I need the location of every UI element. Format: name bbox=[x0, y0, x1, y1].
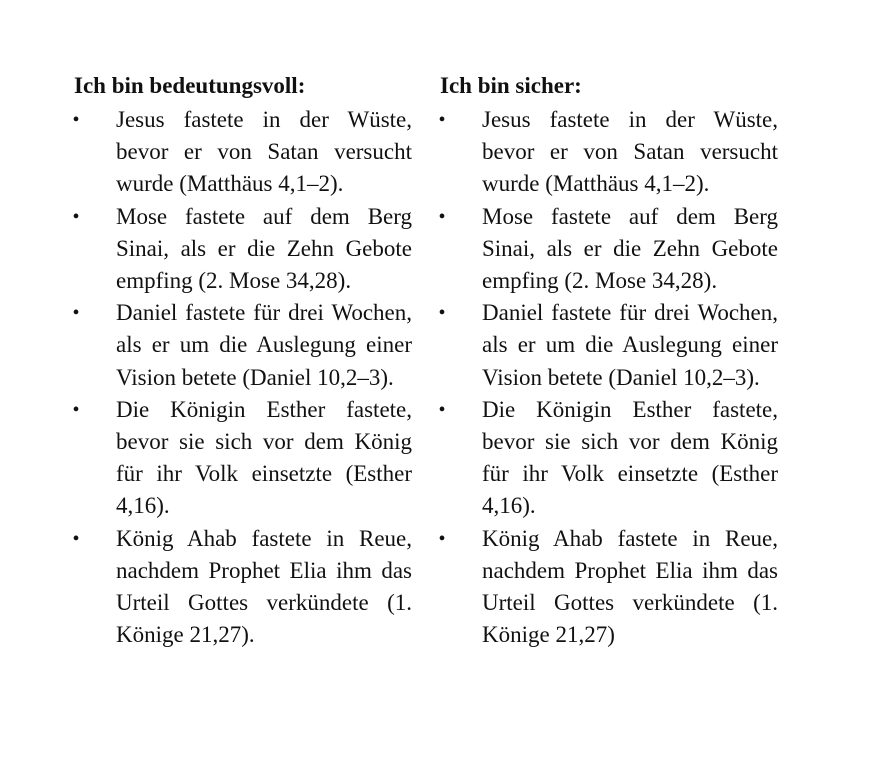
bullet-icon: • bbox=[72, 527, 80, 550]
left-column-heading: Ich bin bedeutungsvoll: bbox=[74, 73, 306, 98]
list-item bbox=[62, 394, 412, 523]
bullet-icon: • bbox=[72, 398, 80, 421]
list-item bbox=[428, 394, 778, 523]
bullet-icon: • bbox=[438, 527, 446, 550]
bullet-icon: • bbox=[72, 109, 80, 131]
list-item-text: Jesus fastete in der Wüste, bevor er von Satan versucht wurde (Matthäus 4,1–2). bbox=[482, 107, 778, 197]
bullet-icon: • bbox=[72, 302, 80, 325]
list-item-text: Mose fastete auf dem Berg Sinai, als er die Zehn Gebote empfing (2. Mose 34,28). bbox=[482, 203, 778, 294]
list-item bbox=[428, 297, 778, 394]
list-item-text: Die Königin Esther fastete, bevor sie sich vor dem König für ihr Volk einsetzte (Esther 4,16). bbox=[482, 396, 778, 519]
right-column bbox=[428, 70, 778, 651]
list-item-text: Mose fastete auf dem Berg Sinai, als er die Zehn Gebote empfing (2. Mose 34,28). bbox=[116, 203, 412, 294]
list-item bbox=[428, 104, 778, 201]
list-item bbox=[428, 523, 778, 652]
bullet-icon: • bbox=[72, 205, 80, 228]
list-item-text: König Ahab fastete in Reue, nachdem Prophet Elia ihm das Urteil Gottes verkündete (1. Könige 21,27) bbox=[482, 525, 778, 648]
bullet-icon: • bbox=[438, 205, 446, 228]
right-column-heading: Ich bin sicher: bbox=[440, 73, 582, 98]
bullet-icon: • bbox=[438, 109, 446, 131]
bullet-icon: • bbox=[438, 398, 446, 421]
right-bullet-list bbox=[428, 104, 778, 651]
list-item-text: Jesus fastete in der Wüste, bevor er von Satan versucht wurde (Matthäus 4,1–2). bbox=[116, 107, 412, 197]
list-item-text: König Ahab fastete in Reue, nachdem Prophet Elia ihm das Urteil Gottes verkündete (1. Könige 21,27). bbox=[116, 525, 412, 648]
bullet-icon: • bbox=[438, 302, 446, 325]
list-item-text: Die Königin Esther fastete, bevor sie sich vor dem König für ihr Volk einsetzte (Esther 4,16). bbox=[116, 396, 412, 519]
list-item bbox=[62, 104, 412, 201]
list-item bbox=[62, 201, 412, 298]
list-item bbox=[428, 201, 778, 298]
list-item-text: Daniel fastete für drei Wochen, als er um die Auslegung einer Vision betete (Daniel 10,2–3). bbox=[116, 300, 412, 390]
list-item bbox=[62, 523, 412, 652]
list-item-text: Daniel fastete für drei Wochen, als er um die Auslegung einer Vision betete (Daniel 10,2–3). bbox=[482, 300, 778, 390]
left-column bbox=[62, 70, 412, 651]
left-bullet-list bbox=[62, 104, 412, 651]
list-item bbox=[62, 297, 412, 394]
